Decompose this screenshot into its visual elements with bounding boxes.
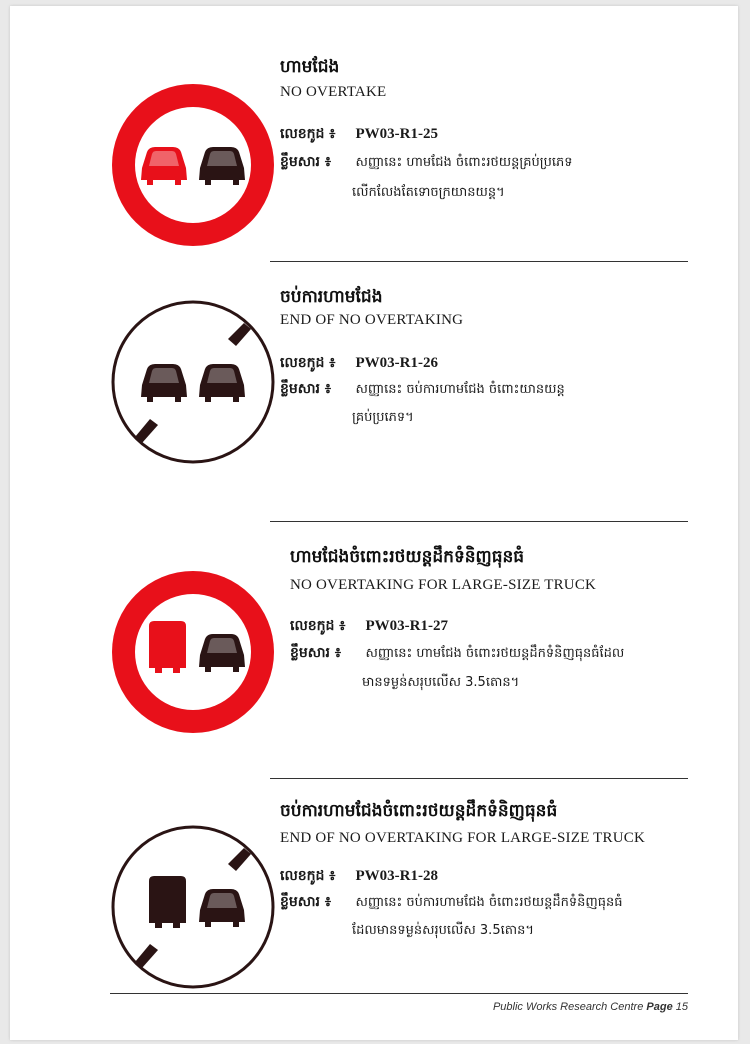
code-label: លេខកូដ ៖ bbox=[280, 355, 336, 371]
no-overtake-sign-icon bbox=[110, 82, 276, 248]
sign-4-meaning-line1: សញ្ញានេះ ចប់ការហាមជែង ចំពោះរថយន្តដឹកទំនិញធុនធំ bbox=[355, 895, 623, 910]
sign-3-meaning-row bbox=[290, 643, 624, 664]
sign-2-code: PW03-R1-26 bbox=[355, 355, 438, 371]
footer-text bbox=[493, 1001, 688, 1013]
sign-2-title-en: END OF NO OVERTAKING bbox=[280, 312, 464, 328]
sign-4-title-en: END OF NO OVERTAKING FOR LARGE-SIZE TRUCK bbox=[280, 830, 645, 846]
code-label: លេខកូដ ៖ bbox=[280, 868, 336, 884]
sign-4-meaning-row bbox=[280, 892, 623, 913]
meaning-label: ខ្លឹមសារ ៖ bbox=[280, 154, 332, 170]
document-page bbox=[10, 6, 738, 1040]
sign-3-code: PW03-R1-27 bbox=[365, 618, 448, 634]
divider bbox=[270, 778, 688, 779]
sign-1-meaning-row bbox=[280, 152, 572, 173]
meaning-label: ខ្លឹមសារ ៖ bbox=[280, 894, 332, 910]
sign-3-meaning-line1: សញ្ញានេះ ហាមជែង ចំពោះរថយន្តដឹកទំនិញធុនធំដែល bbox=[365, 646, 625, 661]
code-label: លេខកូដ ៖ bbox=[290, 618, 346, 634]
footer-org: Public Works Research Centre bbox=[492, 1001, 644, 1013]
end-of-no-overtaking-sign-icon bbox=[110, 299, 276, 465]
sign-2-title-km: ចប់ការហាមជែង bbox=[280, 287, 383, 307]
footer-rule bbox=[110, 993, 688, 994]
code-label: លេខកូដ ៖ bbox=[280, 126, 336, 142]
sign-4-code-row bbox=[280, 866, 438, 887]
sign-3-meaning-line2: មានទម្ងន់សរុបលើស 3.5តោន។ bbox=[362, 675, 520, 690]
sign-1-code-row bbox=[280, 124, 438, 145]
end-of-no-overtaking-truck-sign-icon bbox=[110, 824, 276, 990]
meaning-label: ខ្លឹមសារ ៖ bbox=[290, 645, 342, 661]
footer-page-label: Page bbox=[646, 1001, 673, 1013]
page-footer bbox=[10, 998, 738, 1018]
meaning-label: ខ្លឹមសារ ៖ bbox=[280, 381, 332, 397]
sign-1-meaning-line2: លើកលែងតែទោចក្រយានយន្ត។ bbox=[352, 185, 505, 200]
divider bbox=[270, 521, 688, 522]
sign-2-meaning-line1: សញ្ញានេះ ចប់ការហាមជែង ចំពោះយានយន្ត bbox=[355, 382, 565, 397]
sign-1-code: PW03-R1-25 bbox=[355, 126, 438, 142]
sign-3-title-en: NO OVERTAKING FOR LARGE-SIZE TRUCK bbox=[290, 577, 597, 593]
sign-1-title-km: ហាមជែង bbox=[280, 57, 340, 77]
sign-2-code-row bbox=[280, 353, 438, 374]
sign-1-meaning-line1: សញ្ញានេះ ហាមជែង ចំពោះរថយន្តគ្រប់ប្រភេទ bbox=[355, 155, 573, 170]
sign-2-meaning-row bbox=[280, 379, 565, 400]
sign-4-meaning-line2: ដែលមានទម្ងន់សរុបលើស 3.5តោន។ bbox=[352, 923, 534, 938]
sign-4-title-km: ចប់ការហាមជែងចំពោះរថយន្តដឹកទំនិញធុនធំ bbox=[280, 801, 558, 821]
sign-1-title-en: NO OVERTAKE bbox=[280, 84, 387, 100]
no-overtaking-truck-sign-icon bbox=[110, 569, 276, 735]
footer-page-number: 15 bbox=[675, 1001, 688, 1013]
sign-4-code: PW03-R1-28 bbox=[355, 868, 438, 884]
sign-2-meaning-line2: គ្រប់ប្រភេទ។ bbox=[352, 410, 414, 425]
sign-3-title-km: ហាមជែងចំពោះរថយន្តដឹកទំនិញធុនធំ bbox=[290, 547, 525, 567]
sign-3-code-row bbox=[290, 616, 448, 637]
divider bbox=[270, 261, 688, 262]
